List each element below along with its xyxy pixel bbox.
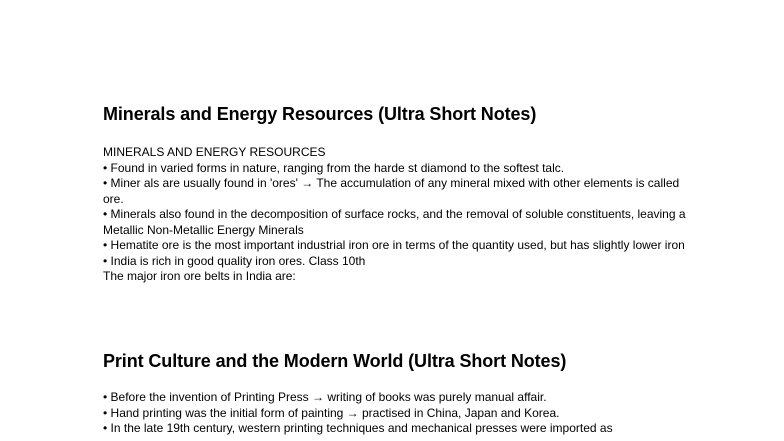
section-heading: Minerals and Energy Resources (Ultra Short Notes): [103, 104, 537, 124]
section-print-culture: [103, 350, 703, 437]
body-line: • Hematite ore is the most important industrial iron ore in terms of the quantity used, but has slightly lower iron: [103, 238, 685, 252]
body-line: Metallic Non-Metallic Energy Minerals: [103, 222, 304, 237]
section-minerals: [103, 103, 703, 285]
body-line: • In the late 19th century, western printing techniques and mechanical presses were imported as: [103, 421, 613, 435]
section-body: [103, 145, 693, 285]
body-line: • Miner als are usually found in 'ores' → The accumulation of any mineral mixed with other elements is called ore.: [103, 176, 680, 206]
body-line: • Hand printing was the initial form of painting → practised in China, Japan and Korea.: [103, 405, 560, 420]
body-line: • Before the invention of Printing Press → writing of books was purely manual affair.: [103, 390, 547, 404]
body-line: • India is rich in good quality iron ores. Class 10th: [103, 253, 366, 268]
body-line: The major iron ore belts in India are:: [103, 269, 296, 283]
body-line: • Found in varied forms in nature, ranging from the harde st diamond to the softest talc.: [103, 160, 565, 175]
section-body: [103, 390, 693, 437]
body-line: • Minerals also found in the decomposition of surface rocks, and the removal of soluble constituents, leaving a: [103, 207, 686, 221]
body-line: MINERALS AND ENERGY RESOURCES: [103, 145, 326, 159]
section-heading: Print Culture and the Modern World (Ultra Short Notes): [103, 351, 567, 371]
